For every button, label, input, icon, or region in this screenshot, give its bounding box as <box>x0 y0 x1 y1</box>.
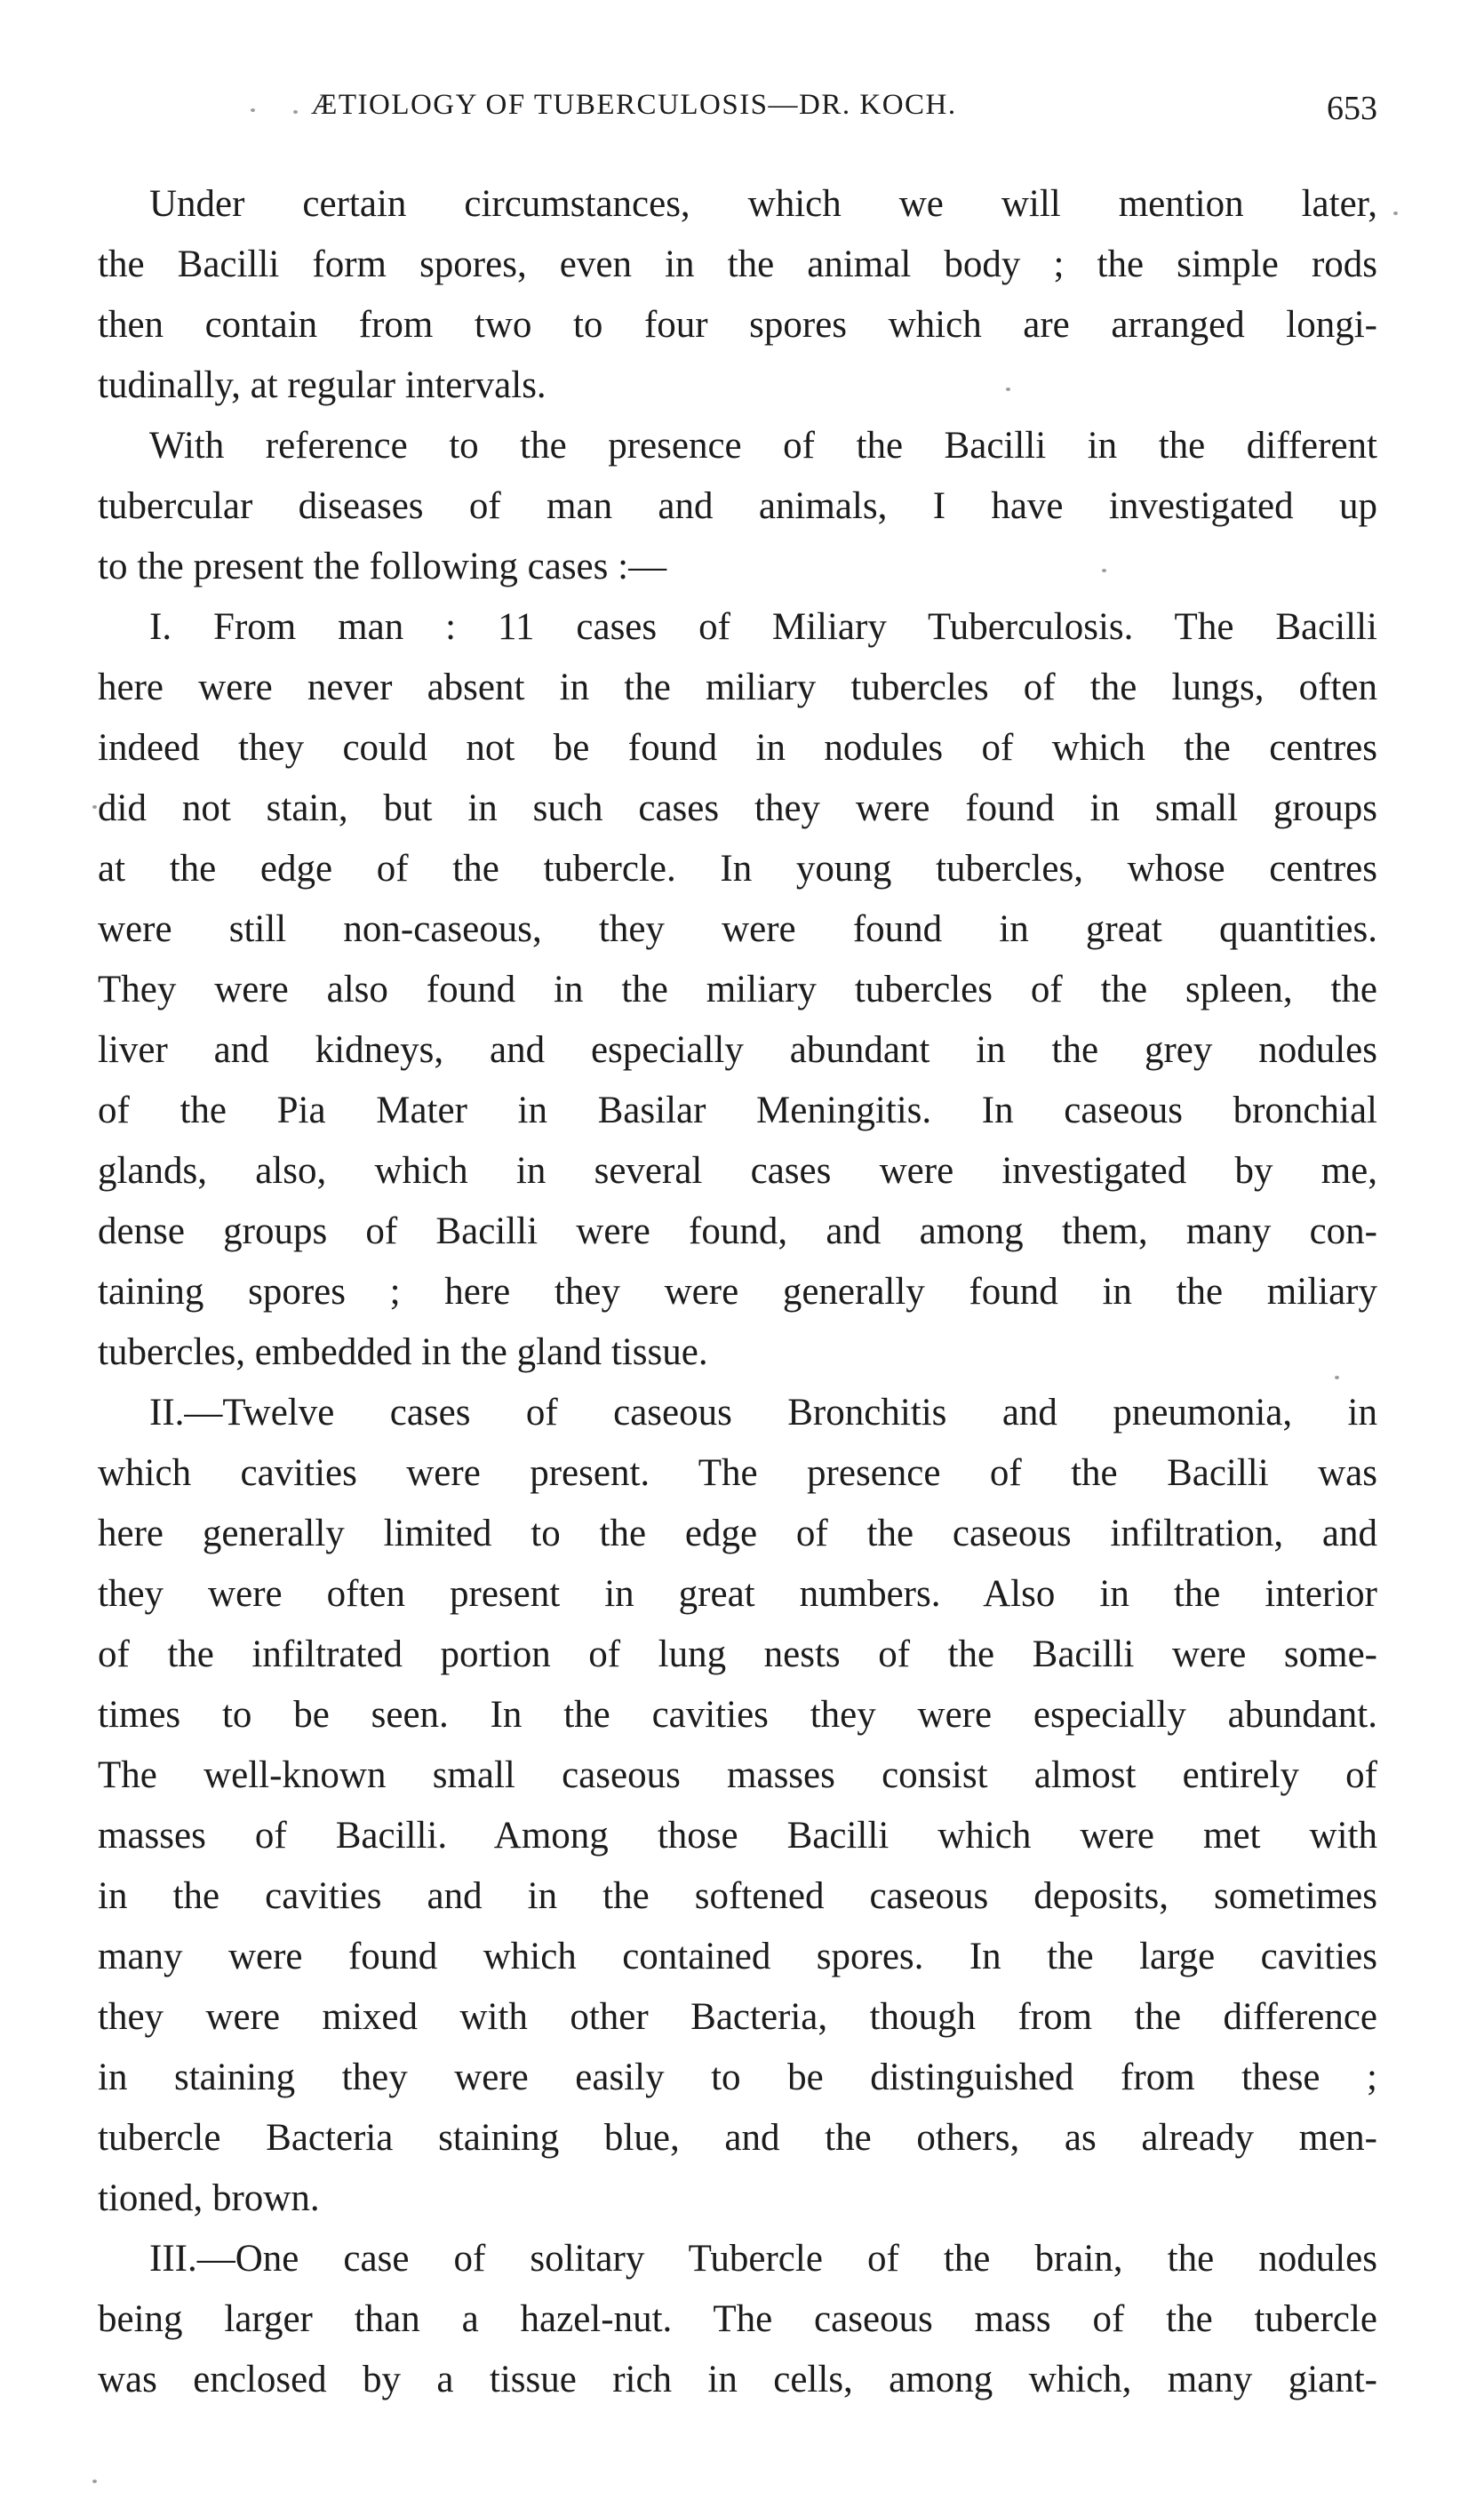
print-speck <box>1102 569 1106 572</box>
text-line: did not stain, but in such cases they were found in small groups <box>98 787 1377 829</box>
print-speck <box>293 110 298 114</box>
text-line: I. From man : 11 cases of Miliary Tuberculosis. The Bacilli <box>149 606 1377 648</box>
text-line: in the cavities and in the softened caseous deposits, sometimes <box>98 1875 1377 1917</box>
print-speck <box>1006 387 1010 391</box>
text-line: of the Pia Mater in Basilar Meningitis. In caseous bronchial <box>98 1090 1377 1131</box>
text-line: at the edge of the tubercle. In young tubercles, whose centres <box>98 848 1377 890</box>
print-speck <box>1393 212 1398 215</box>
text-line: tubercles, embedded in the gland tissue. <box>98 1331 708 1373</box>
text-line: They were also found in the miliary tubercles of the spleen, the <box>98 969 1377 1010</box>
print-speck <box>92 805 97 809</box>
text-line: tubercle Bacteria staining blue, and the others, as already men- <box>98 2117 1377 2159</box>
running-head <box>98 89 1377 142</box>
text-line: here generally limited to the edge of the caseous infiltration, and <box>98 1513 1377 1554</box>
print-speck <box>92 2480 97 2483</box>
text-line: which cavities were present. The presence of the Bacilli was <box>98 1452 1377 1494</box>
text-line: then contain from two to four spores which are arranged longi- <box>98 304 1377 346</box>
page-number: 653 <box>1327 90 1377 127</box>
text-line: The well-known small caseous masses consist almost entirely of <box>98 1754 1377 1796</box>
text-line: tioned, brown. <box>98 2177 320 2219</box>
text-line: of the infiltrated portion of lung nests of the Bacilli were some- <box>98 1633 1377 1675</box>
text-line: they were often present in great numbers. Also in the interior <box>98 1573 1377 1615</box>
text-line: in staining they were easily to be distinguished from these ; <box>98 2057 1377 2098</box>
text-line: indeed they could not be found in nodules of which the centres <box>98 727 1377 769</box>
text-line: times to be seen. In the cavities they were especially abundant. <box>98 1694 1377 1736</box>
text-line: taining spores ; here they were generally found in the miliary <box>98 1271 1377 1313</box>
text-line: the Bacilli form spores, even in the animal body ; the simple rods <box>98 244 1377 285</box>
text-line: tudinally, at regular intervals. <box>98 364 547 406</box>
text-line: glands, also, which in several cases were investigated by me, <box>98 1150 1377 1192</box>
text-line: here were never absent in the miliary tubercles of the lungs, often <box>98 667 1377 708</box>
text-line: to the present the following cases :— <box>98 546 667 587</box>
text-line: Under certain circumstances, which we will mention later, <box>149 183 1377 225</box>
text-line: II.—Twelve cases of caseous Bronchitis and pneumonia, in <box>149 1392 1377 1434</box>
print-speck <box>251 108 255 112</box>
text-line: masses of Bacilli. Among those Bacilli which were met with <box>98 1815 1377 1857</box>
text-line: they were mixed with other Bacteria, though from the difference <box>98 1996 1377 2038</box>
text-line: III.—One case of solitary Tubercle of the brain, the nodules <box>149 2238 1377 2280</box>
print-speck <box>1335 1376 1339 1379</box>
text-line: With reference to the presence of the Bacilli in the different <box>149 425 1377 467</box>
body-text <box>98 174 1377 2410</box>
text-line: being larger than a hazel-nut. The caseous mass of the tubercle <box>98 2298 1377 2340</box>
text-line: liver and kidneys, and especially abundant in the grey nodules <box>98 1029 1377 1071</box>
running-title: ÆTIOLOGY OF TUBERCULOSIS—DR. KOCH. <box>311 89 957 121</box>
text-line: many were found which contained spores. In the large cavities <box>98 1936 1377 1977</box>
text-line: tubercular diseases of man and animals, I have investigated up <box>98 485 1377 527</box>
text-line: dense groups of Bacilli were found, and among them, many con- <box>98 1210 1377 1252</box>
text-line: was enclosed by a tissue rich in cells, among which, many giant- <box>98 2359 1377 2400</box>
text-line: were still non-caseous, they were found in great quantities. <box>98 908 1377 950</box>
